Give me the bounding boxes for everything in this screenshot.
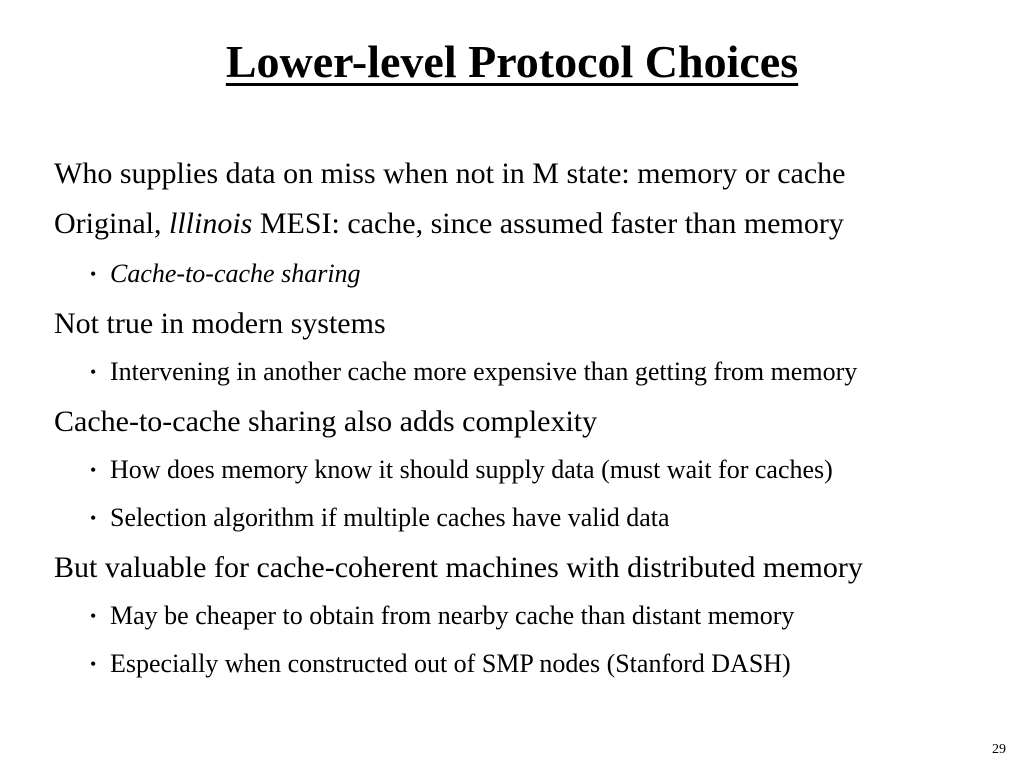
subpoint-cheaper [90, 598, 794, 634]
bullet-icon: • [90, 508, 97, 528]
subpoint-cache-to-cache-text: Cache-to-cache sharing [110, 259, 361, 288]
bullet-icon: • [90, 606, 97, 626]
point-not-true: Not true in modern systems [54, 307, 386, 340]
subpoint-cheaper-text: May be cheaper to obtain from nearby cache than distant memory [110, 601, 795, 630]
subpoint-intervening-text: Intervening in another cache more expensive than getting from memory [110, 357, 858, 386]
point-illinois-italic: lllinois [168, 207, 253, 240]
bullet-icon: • [90, 460, 97, 480]
subpoint-memory-know-text: How does memory know it should supply data (must wait for caches) [110, 455, 833, 484]
point-original-prefix: Original, [54, 207, 169, 240]
subpoint-smp-nodes [90, 646, 791, 682]
slide-title: Lower-level Protocol Choices [225, 36, 799, 87]
subpoint-intervening [90, 354, 857, 390]
page-number: 29 [992, 742, 1006, 757]
point-complexity: Cache-to-cache sharing also adds complexity [54, 405, 598, 438]
bullet-icon: • [90, 654, 97, 674]
point-original-illinois [54, 204, 844, 244]
subpoint-selection-text: Selection algorithm if multiple caches have valid data [110, 503, 670, 532]
subpoint-cache-to-cache [90, 256, 361, 292]
subpoint-memory-know [90, 452, 833, 488]
bullet-icon: • [90, 362, 97, 382]
bullet-icon: • [90, 264, 97, 284]
point-original-suffix: MESI: cache, since assumed faster than memory [252, 207, 844, 240]
point-valuable: But valuable for cache-coherent machines with distributed memory [54, 551, 863, 584]
subpoint-selection [90, 500, 670, 536]
subpoint-smp-nodes-text: Especially when constructed out of SMP nodes (Stanford DASH) [110, 649, 791, 678]
point-who-supplies: Who supplies data on miss when not in M state: memory or cache [54, 157, 846, 190]
